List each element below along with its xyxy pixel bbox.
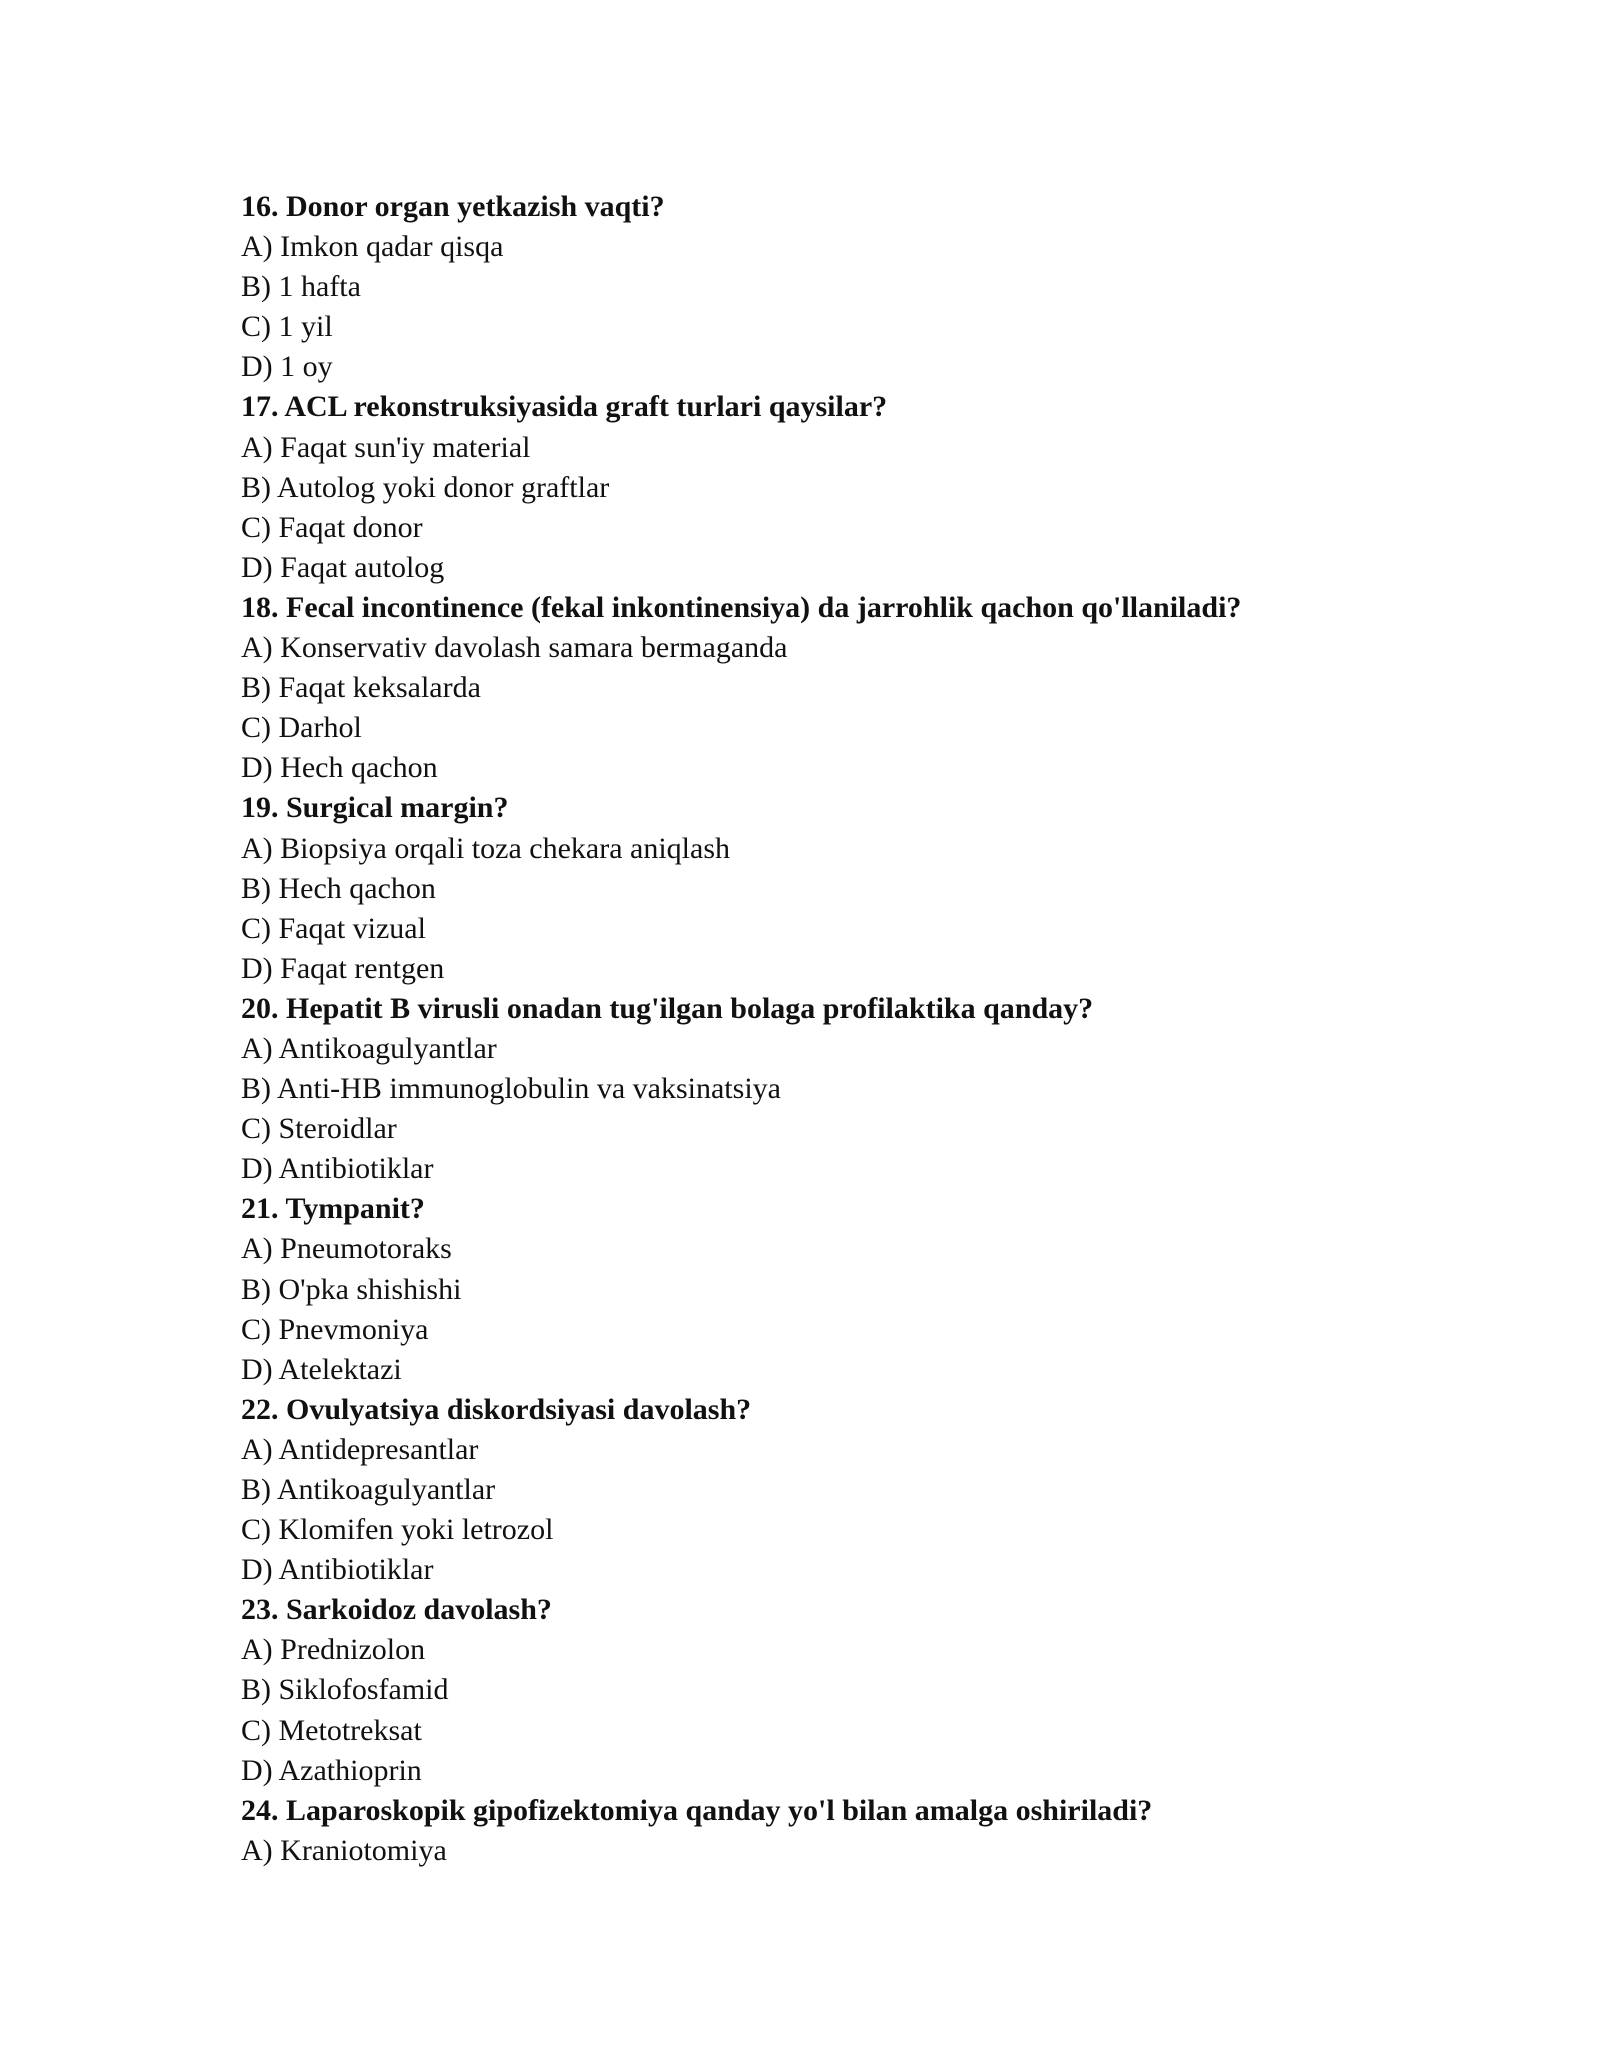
answer-option: D) Faqat autolog bbox=[241, 550, 445, 584]
question-text: 17. ACL rekonstruksiyasida graft turlari qaysilar? bbox=[241, 390, 888, 424]
answer-option: A) Kraniotomiya bbox=[241, 1833, 447, 1867]
answer-option: C) 1 yil bbox=[241, 310, 333, 344]
answer-option: A) Antikoagulyantlar bbox=[241, 1031, 497, 1065]
question-16 bbox=[241, 187, 1441, 387]
question-text: 16. Donor organ yetkazish vaqti? bbox=[241, 190, 665, 223]
answer-option: B) O'pka shishishi bbox=[241, 1272, 462, 1306]
answer-option: B) Siklofosfamid bbox=[241, 1673, 449, 1707]
question-21 bbox=[241, 1189, 1441, 1389]
answer-option: C) Faqat vizual bbox=[241, 911, 426, 945]
answer-option: C) Faqat donor bbox=[241, 510, 423, 544]
question-text: 21. Tympanit? bbox=[241, 1192, 425, 1226]
answer-option: A) Imkon qadar qisqa bbox=[241, 230, 504, 264]
answer-option: A) Konservativ davolash samara bermaganda bbox=[241, 631, 788, 665]
answer-option: C) Steroidlar bbox=[241, 1112, 397, 1146]
answer-option: A) Biopsiya orqali toza chekara aniqlash bbox=[241, 831, 730, 865]
question-20 bbox=[241, 989, 1441, 1189]
question-24 bbox=[241, 1791, 1441, 1871]
question-text: 20. Hepatit B virusli onadan tug'ilgan bolaga profilaktika qanday? bbox=[241, 991, 1094, 1025]
answer-option: B) Faqat keksalarda bbox=[241, 671, 481, 705]
question-19 bbox=[241, 788, 1441, 988]
answer-option: B) Autolog yoki donor graftlar bbox=[241, 470, 610, 504]
question-17 bbox=[241, 387, 1441, 587]
answer-option: B) 1 hafta bbox=[241, 270, 361, 304]
answer-option: A) Faqat sun'iy material bbox=[241, 430, 531, 464]
question-text: 18. Fecal incontinence (fekal inkontinensiya) da jarrohlik qachon qo'llaniladi? bbox=[241, 590, 1242, 624]
answer-option: C) Klomifen yoki letrozol bbox=[241, 1513, 554, 1547]
answer-option: D) Hech qachon bbox=[241, 751, 438, 785]
answer-option: D) Azathioprin bbox=[241, 1753, 422, 1787]
answer-option: A) Antidepresantlar bbox=[241, 1432, 479, 1466]
question-18 bbox=[241, 588, 1441, 788]
answer-option: B) Antikoagulyantlar bbox=[241, 1473, 496, 1506]
answer-option: D) Atelektazi bbox=[241, 1352, 402, 1386]
answer-option: A) Prednizolon bbox=[241, 1633, 426, 1667]
answer-option: A) Pneumotoraks bbox=[241, 1232, 452, 1266]
answer-option: C) Darhol bbox=[241, 711, 362, 745]
question-text: 19. Surgical margin? bbox=[241, 791, 509, 825]
answer-option: D) Antibiotiklar bbox=[241, 1553, 434, 1587]
answer-option: C) Pnevmoniya bbox=[241, 1312, 429, 1346]
answer-option: D) 1 oy bbox=[241, 350, 333, 384]
answer-option: B) Hech qachon bbox=[241, 871, 436, 905]
question-text: 24. Laparoskopik gipofizektomiya qanday yo'l bilan amalga oshiriladi? bbox=[241, 1793, 1153, 1827]
document-page bbox=[241, 187, 1441, 1871]
answer-option: D) Antibiotiklar bbox=[241, 1152, 434, 1186]
question-23 bbox=[241, 1590, 1441, 1790]
answer-option: B) Anti-HB immunoglobulin va vaksinatsiya bbox=[241, 1072, 781, 1106]
question-22 bbox=[241, 1390, 1441, 1590]
question-text: 22. Ovulyatsiya diskordsiyasi davolash? bbox=[241, 1392, 752, 1426]
question-text: 23. Sarkoidoz davolash? bbox=[241, 1593, 552, 1627]
answer-option: C) Metotreksat bbox=[241, 1713, 422, 1747]
answer-option: D) Faqat rentgen bbox=[241, 951, 445, 985]
